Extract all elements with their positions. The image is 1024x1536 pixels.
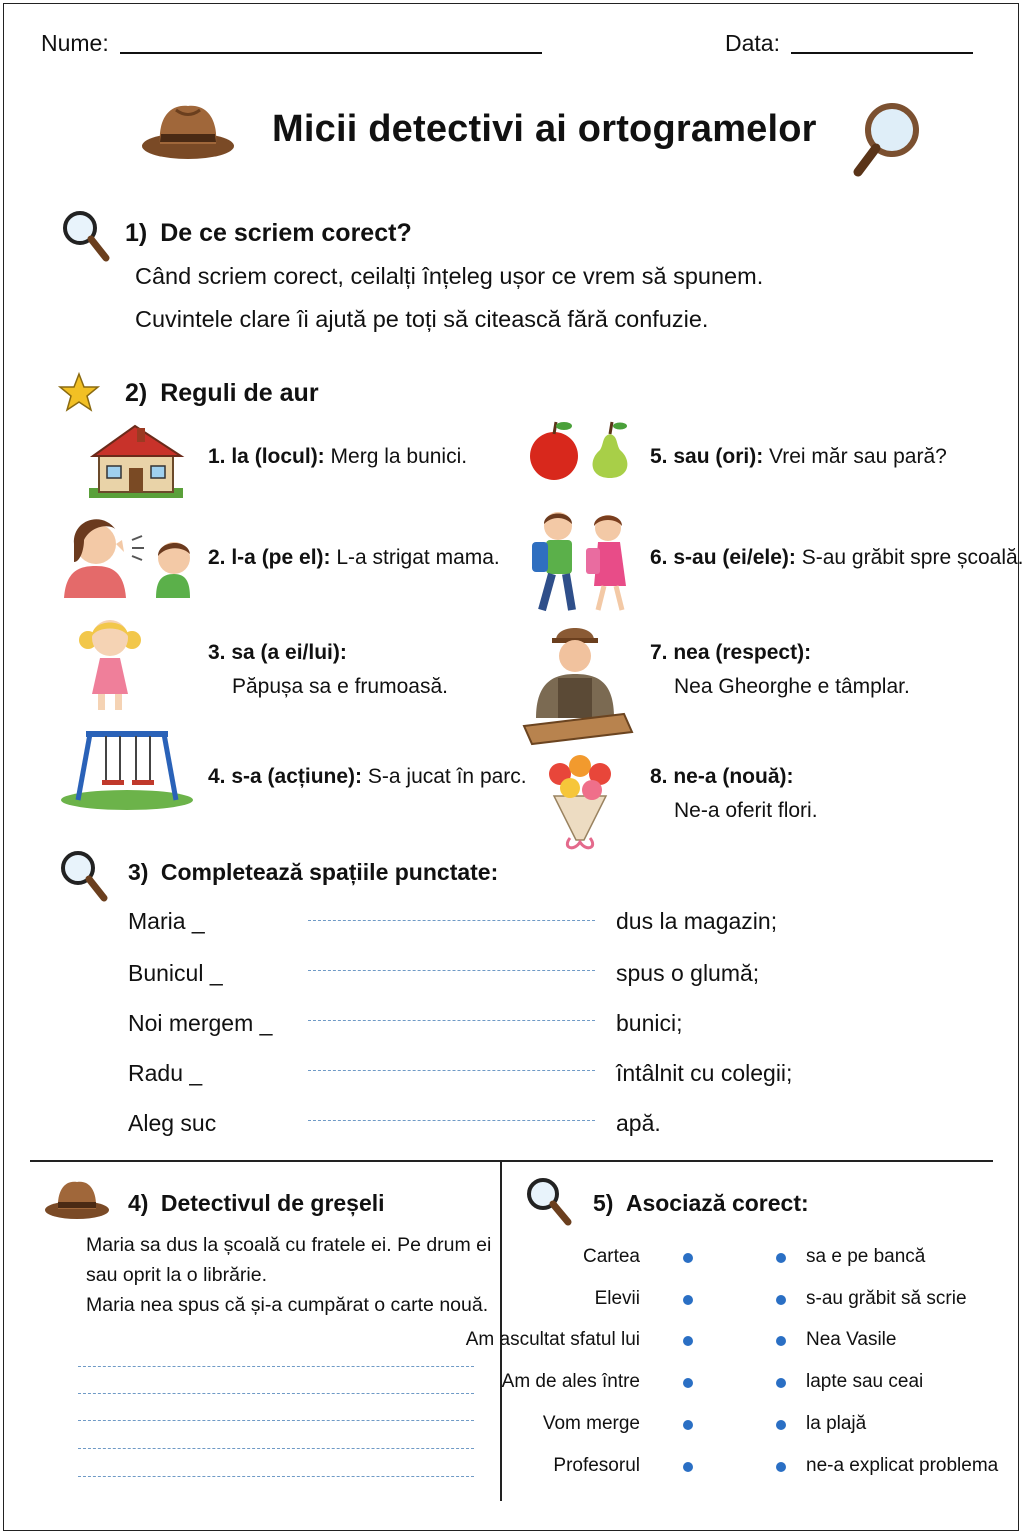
section4-title-text: Detectivul de greșeli bbox=[160, 1190, 385, 1216]
rule-4 bbox=[208, 760, 527, 794]
swing-icon bbox=[60, 728, 194, 810]
magnifier-icon bbox=[58, 848, 108, 904]
rule-5 bbox=[650, 440, 947, 474]
fill-row-5-blank[interactable] bbox=[308, 1120, 595, 1121]
magnifier-icon bbox=[524, 1176, 574, 1226]
answer-line[interactable] bbox=[78, 1393, 474, 1394]
match-left-dot[interactable] bbox=[683, 1378, 693, 1388]
fill-row-4-left: Radu _ bbox=[128, 1060, 203, 1086]
section5-title-text: Asociază corect: bbox=[625, 1190, 809, 1216]
fill-row-4-blank[interactable] bbox=[308, 1070, 595, 1071]
fill-row-5-left: Aleg suc bbox=[128, 1110, 217, 1136]
rule-4-example: S-a jucat în parc. bbox=[367, 765, 527, 788]
star-icon bbox=[58, 372, 100, 412]
match-right-dot[interactable] bbox=[776, 1462, 786, 1472]
date-label: Data: bbox=[725, 30, 780, 56]
section1-line-1: Când scriem corect, ceilalți înțeleg ușor ce vrem să spunem. bbox=[135, 263, 764, 289]
detective-hat-icon bbox=[140, 98, 236, 164]
magnifier-icon bbox=[60, 208, 110, 264]
match-left-1: Cartea bbox=[582, 1246, 640, 1267]
fill-row-4-right: întâlnit cu colegii; bbox=[616, 1060, 793, 1086]
fill-row-1-left: Maria _ bbox=[128, 908, 205, 934]
section4-title bbox=[128, 1190, 385, 1217]
fill-row-5-right: apă. bbox=[616, 1110, 661, 1136]
rule-4-label: 4. s-a (acțiune): bbox=[208, 765, 363, 788]
answer-line[interactable] bbox=[78, 1420, 474, 1421]
match-left-dot[interactable] bbox=[683, 1295, 693, 1305]
fill-row-3-left: Noi mergem _ bbox=[128, 1010, 273, 1036]
match-right-2: s-au grăbit să scrie bbox=[806, 1288, 967, 1309]
match-right-1: sa e pe bancă bbox=[806, 1246, 926, 1267]
match-right-dot[interactable] bbox=[776, 1378, 786, 1388]
rule-2-example: L-a strigat mama. bbox=[336, 546, 500, 569]
fill-row-1-blank[interactable] bbox=[308, 920, 595, 921]
match-right-5: la plajă bbox=[806, 1413, 867, 1434]
rule-6-example: S-au grăbit spre școală. bbox=[801, 546, 1024, 569]
rule-2-label: 2. l-a (pe el): bbox=[208, 546, 331, 569]
magnifier-icon bbox=[852, 100, 924, 178]
match-left-dot[interactable] bbox=[683, 1462, 693, 1472]
flower-bouquet-icon bbox=[540, 748, 620, 852]
match-right-dot[interactable] bbox=[776, 1295, 786, 1305]
fill-row-1-right: dus la magazin; bbox=[616, 908, 778, 934]
answer-line[interactable] bbox=[78, 1476, 474, 1477]
match-right-6: ne-a explicat problema bbox=[806, 1455, 999, 1476]
section2-title bbox=[125, 379, 319, 408]
section3-number: 3) bbox=[128, 859, 149, 885]
match-right-dot[interactable] bbox=[776, 1253, 786, 1263]
match-left-4: Am de ales între bbox=[501, 1371, 640, 1392]
rule-5-example: Vrei măr sau pară? bbox=[769, 445, 947, 468]
match-right-dot[interactable] bbox=[776, 1420, 786, 1430]
page-title: Micii detectivi ai ortogramelor bbox=[272, 108, 817, 150]
fill-row-2-blank[interactable] bbox=[308, 970, 595, 971]
rule-8-label-text: 8. ne-a (nouă): bbox=[650, 765, 794, 788]
rule-6-label: 6. s-au (ei/ele): bbox=[650, 546, 796, 569]
match-left-dot[interactable] bbox=[683, 1253, 693, 1263]
fill-row-2-left: Bunicul _ bbox=[128, 960, 223, 986]
house-icon bbox=[85, 422, 187, 500]
section1-title-text: De ce scriem corect? bbox=[160, 219, 412, 247]
rule-8-example: Ne-a oferit flori. bbox=[674, 799, 818, 822]
section1-line-2: Cuvintele clare îi ajută pe toți să citească fără confuzie. bbox=[135, 306, 709, 332]
rule-1-example: Merg la bunici. bbox=[330, 445, 468, 468]
date-line[interactable] bbox=[791, 52, 973, 54]
section4-number: 4) bbox=[128, 1190, 149, 1216]
section2-number: 2) bbox=[125, 379, 148, 407]
match-left-6: Profesorul bbox=[553, 1455, 640, 1476]
section2-title-text: Reguli de aur bbox=[160, 379, 319, 407]
rule-2 bbox=[208, 541, 500, 575]
fill-row-3-blank[interactable] bbox=[308, 1020, 595, 1021]
match-left-dot[interactable] bbox=[683, 1420, 693, 1430]
mother-calling-icon bbox=[62, 510, 192, 600]
rule-7-label-text: 7. nea (respect): bbox=[650, 641, 812, 664]
match-left-3: Am ascultat sfatul lui bbox=[465, 1329, 640, 1350]
children-walking-icon bbox=[524, 504, 636, 618]
section1-number: 1) bbox=[125, 219, 148, 247]
section-divider-horizontal bbox=[30, 1160, 993, 1162]
section4-text-2: Maria nea spus că și-a cumpărat o carte nouă. bbox=[86, 1294, 489, 1316]
rule-5-label: 5. sau (ori): bbox=[650, 445, 764, 468]
rule-7-label bbox=[650, 636, 811, 670]
detective-hat-icon bbox=[44, 1176, 110, 1222]
name-line[interactable] bbox=[120, 52, 542, 54]
section5-title bbox=[593, 1190, 809, 1217]
doll-icon bbox=[78, 614, 142, 714]
match-right-4: lapte sau ceai bbox=[806, 1371, 924, 1392]
rule-1 bbox=[208, 440, 467, 474]
rule-7-example: Nea Gheorghe e tâmplar. bbox=[674, 675, 910, 698]
match-left-2: Elevii bbox=[594, 1288, 640, 1309]
rule-6 bbox=[650, 541, 1024, 575]
fill-row-2-right: spus o glumă; bbox=[616, 960, 760, 986]
carpenter-icon bbox=[518, 622, 634, 744]
section1-title bbox=[125, 219, 412, 248]
apple-icon bbox=[528, 418, 634, 484]
match-right-3: Nea Vasile bbox=[806, 1329, 897, 1350]
match-left-5: Vom merge bbox=[542, 1413, 640, 1434]
section3-title bbox=[128, 859, 498, 886]
rule-8-label bbox=[650, 760, 794, 794]
section3-title-text: Completează spațiile punctate: bbox=[160, 859, 499, 885]
match-left-dot[interactable] bbox=[683, 1336, 693, 1346]
name-label: Nume: bbox=[41, 30, 109, 56]
match-right-dot[interactable] bbox=[776, 1336, 786, 1346]
rule-3-label bbox=[208, 636, 347, 670]
pear-icon bbox=[593, 422, 628, 478]
answer-line[interactable] bbox=[78, 1448, 474, 1449]
answer-line[interactable] bbox=[78, 1366, 474, 1367]
fill-row-3-right: bunici; bbox=[616, 1010, 683, 1036]
rule-3-label-text: 3. sa (a ei/lui): bbox=[208, 641, 347, 664]
section4-text-1: Maria sa dus la școală cu fratele ei. Pe drum ei sau oprit la o librărie. bbox=[86, 1234, 492, 1286]
rule-1-label: 1. la (locul): bbox=[208, 445, 325, 468]
rule-3-example: Păpușa sa e frumoasă. bbox=[232, 675, 448, 698]
section5-number: 5) bbox=[593, 1190, 614, 1216]
